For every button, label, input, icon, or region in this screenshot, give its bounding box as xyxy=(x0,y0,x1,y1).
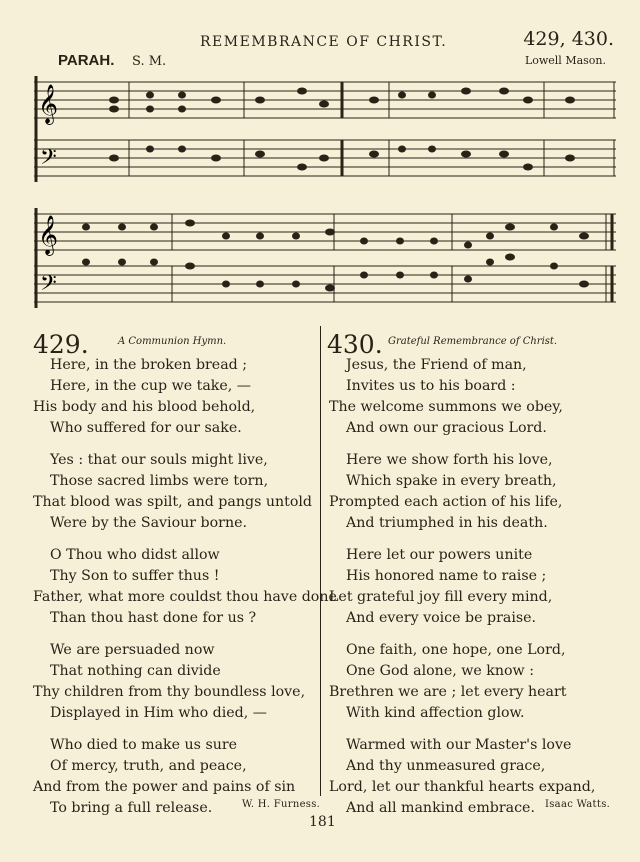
music-system-2 xyxy=(34,200,616,316)
verse-line: Displayed in Him who died, — xyxy=(50,705,267,721)
verse-line: Lord, let our thankful hearts expand, xyxy=(329,779,596,795)
staff-lines xyxy=(34,82,616,176)
verse-line: Who died to make us sure xyxy=(50,737,238,753)
verse-line: Of mercy, truth, and peace, xyxy=(50,758,247,774)
hymn-429-number: 429. xyxy=(33,330,89,359)
verse-line: And own our gracious Lord. xyxy=(346,420,547,436)
page-title: REMEMBRANCE OF CHRIST. xyxy=(200,34,448,50)
verse-line: Which spake in every breath, xyxy=(346,473,557,489)
hymn-430-number: 430. xyxy=(327,330,383,359)
verse-line: O Thou who didst allow xyxy=(50,547,220,563)
verse-line: And from the power and pains of sin xyxy=(33,779,296,795)
verse-line: We are persuaded now xyxy=(50,642,215,658)
column-divider xyxy=(320,326,321,796)
verse-line: Here we show forth his love, xyxy=(346,452,553,468)
verse-line: That nothing can divide xyxy=(50,663,221,679)
notes-system-2 xyxy=(82,220,589,292)
verse-line: Were by the Saviour borne. xyxy=(50,515,248,531)
bass-clef-icon: 𝄢 xyxy=(40,145,57,175)
verse-line: Those sacred limbs were torn, xyxy=(50,473,269,489)
verse-line: With kind affection glow. xyxy=(346,705,525,721)
hymn-429-author: W. H. Furness. xyxy=(242,799,321,810)
verse-line: Than thou hast done for us ? xyxy=(50,610,257,626)
verse-line: The welcome summons we obey, xyxy=(329,399,563,415)
verse-line: To bring a full release. xyxy=(50,800,213,816)
verse-line: Yes : that our souls might live, xyxy=(50,452,268,468)
hymn-429-subtitle: A Communion Hymn. xyxy=(118,336,227,347)
composer: Lowell Mason. xyxy=(524,54,606,67)
music-system-1 xyxy=(34,70,616,188)
verse-line: Thy children from thy boundless love, xyxy=(33,684,306,700)
hymn-430-subtitle: Grateful Remembrance of Christ. xyxy=(388,336,558,347)
verse-line: Father, what more couldst thou have done xyxy=(33,589,337,605)
treble-clef-icon: 𝄞 xyxy=(38,84,59,124)
verse-line: Prompted each action of his life, xyxy=(329,494,563,510)
verse-line: Here, in the cup we take, — xyxy=(50,378,251,394)
verse-line: His honored name to raise ; xyxy=(346,568,547,584)
verse-line: Jesus, the Friend of man, xyxy=(346,357,527,373)
verse-line: Here let our powers unite xyxy=(346,547,533,563)
meter: S. M. xyxy=(132,54,167,69)
tune-name: PARAH. xyxy=(58,52,115,69)
treble-clef-icon: 𝄞 xyxy=(38,215,59,255)
hymn-430-author: Isaac Watts. xyxy=(545,799,611,810)
verse-line: Thy Son to suffer thus ! xyxy=(50,568,220,584)
verse-line: And triumphed in his death. xyxy=(346,515,548,531)
verse-line: One faith, one hope, one Lord, xyxy=(346,642,566,658)
verse-line: One God alone, we know : xyxy=(346,663,534,679)
verse-line: Here, in the broken bread ; xyxy=(50,357,248,373)
verse-line: Let grateful joy fill every mind, xyxy=(329,589,553,605)
verse-line: Invites us to his board : xyxy=(346,378,516,394)
verse-line: Warmed with our Master's love xyxy=(346,737,572,753)
verse-line: And all mankind embrace. xyxy=(346,800,535,816)
bass-clef-icon: 𝄢 xyxy=(40,271,57,301)
hymn-numbers: 429, 430. xyxy=(523,28,614,50)
verse-line: Who suffered for our sake. xyxy=(50,420,242,436)
verse-line: Brethren we are ; let every heart xyxy=(329,684,567,700)
verse-line: And every voice be praise. xyxy=(346,610,537,626)
verse-line: That blood was spilt, and pangs untold xyxy=(33,494,312,510)
verse-line: And thy unmeasured grace, xyxy=(346,758,546,774)
verse-line: His body and his blood behold, xyxy=(33,399,256,415)
page-number: 181 xyxy=(309,814,336,830)
